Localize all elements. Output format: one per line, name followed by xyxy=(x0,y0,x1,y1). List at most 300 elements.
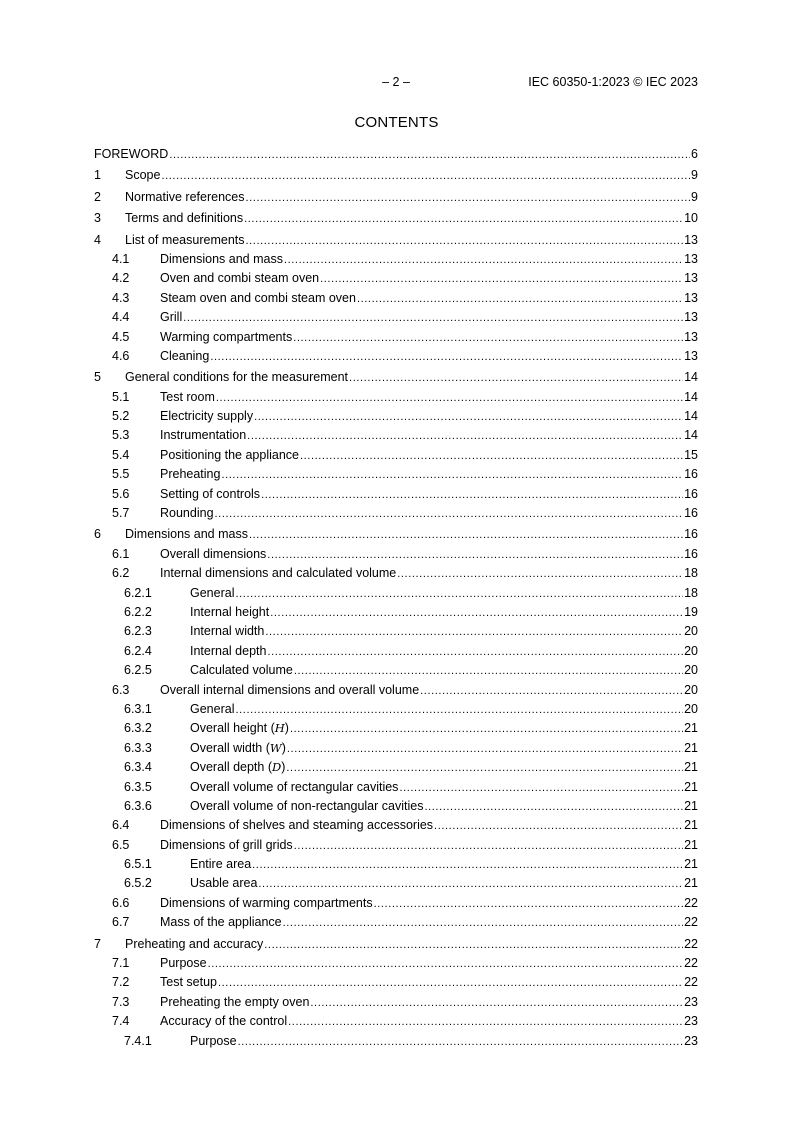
toc-entry[interactable] xyxy=(94,758,698,777)
toc-entry-title xyxy=(190,661,293,680)
toc-entry-title-text: Overall dimensions xyxy=(160,546,267,561)
toc-entry-title-text: Purpose xyxy=(190,1033,237,1048)
toc-entry-page: 9 xyxy=(691,168,698,183)
toc-entry-page: 14 xyxy=(684,370,698,385)
toc-entry-line xyxy=(190,855,698,875)
dot-leader xyxy=(290,720,683,739)
toc-entry-title xyxy=(190,1032,237,1051)
dot-leader xyxy=(235,701,683,720)
dot-leader xyxy=(246,189,691,208)
toc-entry-number: 3 xyxy=(94,211,101,226)
toc-entry-title xyxy=(160,954,207,973)
toc-entry-line xyxy=(125,209,698,229)
toc-entry-title-text: Internal height xyxy=(190,604,270,619)
toc-entry-line xyxy=(160,954,698,974)
toc-entry-title-text: Dimensions and mass xyxy=(125,527,248,542)
toc-entry-title-text: Overall volume of non-rectangular cavities xyxy=(190,798,424,813)
toc-entry-title-text: Dimensions of grill grids xyxy=(160,837,293,852)
toc-entry-page: 16 xyxy=(684,467,698,482)
toc-entry-title-text: Overall height ( xyxy=(190,721,275,736)
toc-entry[interactable] xyxy=(94,681,698,700)
toc-entry-page: 18 xyxy=(684,585,698,600)
dot-leader xyxy=(169,146,690,165)
toc-entry-number: 6.5.1 xyxy=(124,857,152,872)
toc-entry-title xyxy=(160,545,266,564)
toc-entry-page: 20 xyxy=(684,624,698,639)
toc-entry-title xyxy=(160,504,214,523)
toc-entry-number: 7.3 xyxy=(112,994,130,1009)
toc-entry-title-text: Overall internal dimensions and overall volume xyxy=(160,682,420,697)
toc-entry-title xyxy=(125,935,263,954)
toc-entry[interactable] xyxy=(94,622,698,641)
toc-entry[interactable] xyxy=(94,1032,698,1051)
toc-entry-math-symbol: W xyxy=(269,740,282,755)
toc-entry[interactable] xyxy=(94,894,698,913)
toc-entry-title-text: Electricity supply xyxy=(160,409,254,424)
toc-entry-title-text: Grill xyxy=(160,310,183,325)
toc-entry-title-text: Internal depth xyxy=(190,643,267,658)
toc-entry-number: 7.4 xyxy=(112,1014,130,1029)
toc-entry-line xyxy=(160,426,698,446)
toc-entry-title-text: Scope xyxy=(125,168,161,183)
toc-entry-number: 7.2 xyxy=(112,975,130,990)
toc-entry-number: 7.1 xyxy=(112,956,130,971)
page-number: – 2 – xyxy=(382,75,410,89)
toc-entry-number: 6.1 xyxy=(112,546,130,561)
toc-entry-number: 4.2 xyxy=(112,271,130,286)
toc-entry-title-text: Terms and definitions xyxy=(125,211,244,226)
toc-entry-number: 5.7 xyxy=(112,506,130,521)
dot-leader xyxy=(221,466,683,485)
toc-entry-line xyxy=(190,642,698,662)
toc-entry-number: 4.3 xyxy=(112,290,130,305)
document-reference: IEC 60350-1:2023 © IEC 2023 xyxy=(528,75,698,89)
toc-entry-line xyxy=(190,661,698,681)
toc-entry-page: 22 xyxy=(684,975,698,990)
dot-leader xyxy=(183,309,683,328)
toc-entry-page: 20 xyxy=(684,643,698,658)
toc-entry-number: 6.3.2 xyxy=(124,721,152,736)
toc-entry-page: 22 xyxy=(684,895,698,910)
toc-entry[interactable] xyxy=(94,525,698,544)
toc-entry-title xyxy=(160,407,253,426)
dot-leader xyxy=(249,526,683,545)
toc-entry-line xyxy=(160,269,698,289)
toc-entry-title xyxy=(190,778,398,797)
toc-entry[interactable] xyxy=(94,935,698,954)
dot-leader xyxy=(374,895,684,914)
toc-entry[interactable] xyxy=(94,954,698,973)
toc-entry-number: 7 xyxy=(94,936,101,951)
toc-entry-page: 13 xyxy=(684,310,698,325)
toc-entry-title-end: ) xyxy=(284,721,289,736)
toc-entry-title xyxy=(190,642,266,661)
dot-leader xyxy=(244,210,683,229)
toc-entry-title xyxy=(190,584,234,603)
toc-entry-page: 14 xyxy=(684,409,698,424)
toc-entry-page: 20 xyxy=(684,663,698,678)
toc-entry-line xyxy=(160,407,698,427)
toc-entry-number: 5.3 xyxy=(112,428,130,443)
toc-entry-title-text: Dimensions of warming compartments xyxy=(160,895,373,910)
toc-entry-line xyxy=(190,584,698,604)
toc-entry-title xyxy=(190,855,251,874)
dot-leader xyxy=(215,505,684,524)
toc-entry-title xyxy=(160,426,246,445)
toc-entry-title-text: Dimensions and mass xyxy=(160,251,283,266)
dot-leader xyxy=(238,1033,684,1052)
toc-entry-title-text: Rounding xyxy=(160,506,214,521)
toc-entry[interactable] xyxy=(94,209,698,228)
toc-entry-line xyxy=(160,1012,698,1032)
toc-entry-line xyxy=(160,564,698,584)
toc-entry-page: 21 xyxy=(684,721,698,736)
contents-title: CONTENTS xyxy=(354,114,439,131)
toc-entry[interactable] xyxy=(94,328,698,347)
toc-entry-title-text: General xyxy=(190,701,235,716)
toc-entry-line xyxy=(160,545,698,565)
toc-entry-page: 22 xyxy=(684,915,698,930)
toc-entry-title-text: FOREWORD xyxy=(94,147,169,161)
toc-entry-page: 21 xyxy=(684,760,698,775)
toc-entry[interactable] xyxy=(94,289,698,308)
toc-entry[interactable] xyxy=(94,603,698,622)
toc-entry-title-text: Cleaning xyxy=(160,348,210,363)
toc-entry-title xyxy=(160,681,419,700)
dot-leader xyxy=(320,270,683,289)
dot-leader xyxy=(264,936,683,955)
toc-entry-math-symbol: H xyxy=(274,721,285,736)
toc-entry-number: 1 xyxy=(94,168,101,183)
toc-entry[interactable] xyxy=(94,446,698,465)
dot-leader xyxy=(420,682,683,701)
toc-entry-number: 6.5.2 xyxy=(124,876,152,891)
dot-leader xyxy=(284,251,683,270)
toc-entry[interactable] xyxy=(94,388,698,407)
dot-leader xyxy=(218,974,683,993)
toc-entry-line xyxy=(160,894,698,914)
toc-entry-page: 10 xyxy=(684,211,698,226)
toc-entry-title-text: Positioning the appliance xyxy=(160,447,299,462)
dot-leader xyxy=(349,369,683,388)
toc-entry[interactable] xyxy=(94,642,698,661)
toc-entry-title-text: Mass of the appliance xyxy=(160,915,282,930)
toc-entry-title-text: List of measurements xyxy=(125,232,245,247)
toc-entry-page: 14 xyxy=(684,428,698,443)
dot-leader xyxy=(254,408,683,427)
dot-leader xyxy=(270,604,683,623)
toc-entry-page: 16 xyxy=(684,546,698,561)
toc-entry-page: 21 xyxy=(684,837,698,852)
toc-entry-number: 6 xyxy=(94,527,101,542)
toc-entry-number: 4.1 xyxy=(112,251,130,266)
toc-entry-page: 21 xyxy=(684,876,698,891)
toc-entry-title xyxy=(190,874,257,893)
toc-entry-title-text: General conditions for the measurement xyxy=(125,370,349,385)
toc-entry-title-text: Calculated volume xyxy=(190,663,293,678)
toc-entry-title xyxy=(190,739,286,758)
toc-entry-title xyxy=(94,145,168,164)
toc-entry-number: 4 xyxy=(94,232,101,247)
toc-entry-title-end: ) xyxy=(281,740,286,755)
toc-entry[interactable] xyxy=(94,993,698,1012)
toc-entry[interactable] xyxy=(94,874,698,893)
toc-entry-line xyxy=(160,308,698,328)
dot-leader xyxy=(288,1013,683,1032)
toc-entry[interactable] xyxy=(94,855,698,874)
toc-entry[interactable] xyxy=(94,564,698,583)
toc-entry-line xyxy=(125,525,698,545)
toc-entry-page: 13 xyxy=(684,329,698,344)
toc-entry-title-text: Overall volume of rectangular cavities xyxy=(190,779,399,794)
toc-entry-line xyxy=(190,1032,698,1052)
toc-entry-page: 16 xyxy=(684,506,698,521)
toc-entry-line xyxy=(160,993,698,1013)
dot-leader xyxy=(267,546,683,565)
toc-entry-title xyxy=(160,250,283,269)
toc-entry-number: 5.6 xyxy=(112,486,130,501)
dot-leader xyxy=(399,779,683,798)
toc-entry[interactable] xyxy=(94,231,698,250)
toc-entry-page: 14 xyxy=(684,389,698,404)
toc-entry-line xyxy=(190,603,698,623)
toc-entry[interactable] xyxy=(94,778,698,797)
toc-entry[interactable] xyxy=(94,739,698,758)
toc-entry-title-text: Dimensions of shelves and steaming accessories xyxy=(160,818,434,833)
toc-entry-line xyxy=(190,622,698,642)
toc-entry-title xyxy=(160,308,182,327)
toc-entry-line xyxy=(160,681,698,701)
dot-leader xyxy=(267,643,683,662)
toc-entry-line xyxy=(160,289,698,309)
dot-leader xyxy=(287,740,683,759)
toc-entry-number: 6.3.1 xyxy=(124,701,152,716)
toc-entry-page: 19 xyxy=(684,604,698,619)
dot-leader xyxy=(247,427,683,446)
toc-entry-number: 6.2.2 xyxy=(124,604,152,619)
toc-entry-title-text: Preheating xyxy=(160,467,221,482)
toc-entry-line xyxy=(125,231,698,251)
toc-entry-title-end: ) xyxy=(281,760,286,775)
toc-entry-page: 21 xyxy=(684,818,698,833)
toc-entry-title xyxy=(160,485,260,504)
toc-entry-title xyxy=(160,993,309,1012)
toc-entry[interactable] xyxy=(94,145,698,164)
toc-entry-page: 21 xyxy=(684,779,698,794)
toc-entry-page: 13 xyxy=(684,271,698,286)
dot-leader xyxy=(294,662,683,681)
toc-entry-title xyxy=(160,465,220,484)
toc-entry-line xyxy=(160,328,698,348)
dot-leader xyxy=(258,875,683,894)
toc-entry-number: 6.3.5 xyxy=(124,779,152,794)
toc-entry[interactable] xyxy=(94,700,698,719)
toc-entry-number: 2 xyxy=(94,189,101,204)
toc-entry-title xyxy=(160,328,292,347)
toc-entry-number: 6.6 xyxy=(112,895,130,910)
toc-entry-number: 6.3.4 xyxy=(124,760,152,775)
toc-entry-title-text: Accuracy of the control xyxy=(160,1014,288,1029)
toc-entry-number: 4.5 xyxy=(112,329,130,344)
toc-entry[interactable] xyxy=(94,269,698,288)
toc-entry-number: 5.2 xyxy=(112,409,130,424)
toc-entry-page: 23 xyxy=(684,1014,698,1029)
toc-entry-title-text: Normative references xyxy=(125,189,245,204)
toc-entry-number: 5.5 xyxy=(112,467,130,482)
toc-entry-title-text: Setting of controls xyxy=(160,486,261,501)
toc-entry-title xyxy=(125,525,248,544)
toc-entry-page: 23 xyxy=(684,1033,698,1048)
toc-entry-title xyxy=(190,622,264,641)
toc-entry-title-text: Test setup xyxy=(160,975,217,990)
dot-leader xyxy=(210,348,683,367)
toc-entry[interactable] xyxy=(94,1012,698,1031)
dot-leader xyxy=(293,329,683,348)
toc-entry-number: 6.2.1 xyxy=(124,585,152,600)
toc-entry-line xyxy=(160,347,698,367)
toc-entry-line xyxy=(125,935,698,955)
toc-entry-title xyxy=(125,188,245,207)
toc-entry-number: 6.2.5 xyxy=(124,663,152,678)
toc-entry[interactable] xyxy=(94,504,698,523)
toc-entry[interactable] xyxy=(94,465,698,484)
dot-leader xyxy=(252,856,683,875)
toc-entry-math-symbol: D xyxy=(271,760,282,775)
dot-leader xyxy=(161,167,690,186)
toc-entry-title-text: Overall depth ( xyxy=(190,760,272,775)
toc-entry[interactable] xyxy=(94,913,698,932)
toc-entry-title-text: Overall width ( xyxy=(190,740,270,755)
toc-entry-title xyxy=(160,564,396,583)
dot-leader xyxy=(283,914,683,933)
toc-entry-page: 23 xyxy=(684,994,698,1009)
toc-entry-title-text: Purpose xyxy=(160,956,207,971)
toc-entry[interactable] xyxy=(94,308,698,327)
toc-entry-page: 16 xyxy=(684,486,698,501)
toc-entry[interactable] xyxy=(94,347,698,366)
toc-entry-line xyxy=(160,913,698,933)
toc-entry-page: 13 xyxy=(684,348,698,363)
toc-entry-number: 6.3 xyxy=(112,682,130,697)
toc-entry-number: 6.2.4 xyxy=(124,643,152,658)
toc-entry-page: 13 xyxy=(684,232,698,247)
toc-entry-title xyxy=(190,758,285,777)
toc-entry-line xyxy=(160,816,698,836)
toc-entry[interactable] xyxy=(94,250,698,269)
toc-entry[interactable] xyxy=(94,368,698,387)
toc-entry-page: 21 xyxy=(684,740,698,755)
toc-entry-title-text: Internal dimensions and calculated volume xyxy=(160,566,397,581)
toc-entry[interactable] xyxy=(94,584,698,603)
toc-entry-title-text: Preheating and accuracy xyxy=(125,936,264,951)
toc-entry[interactable] xyxy=(94,407,698,426)
toc-entry-number: 6.7 xyxy=(112,915,130,930)
toc-entry-number: 6.4 xyxy=(112,818,130,833)
toc-entry-title xyxy=(160,388,215,407)
dot-leader xyxy=(434,817,683,836)
toc-entry-line xyxy=(160,504,698,524)
toc-entry[interactable] xyxy=(94,816,698,835)
toc-entry-number: 5.4 xyxy=(112,447,130,462)
toc-entry-page: 22 xyxy=(684,956,698,971)
toc-entry-title xyxy=(125,231,245,250)
toc-entry-title xyxy=(160,269,319,288)
toc-entry-title-text: Usable area xyxy=(190,876,258,891)
toc-entry[interactable] xyxy=(94,188,698,207)
toc-entry[interactable] xyxy=(94,426,698,445)
toc-entry-page: 21 xyxy=(684,798,698,813)
toc-entry-title-text: Preheating the empty oven xyxy=(160,994,310,1009)
table-of-contents xyxy=(94,145,698,1051)
toc-entry-number: 6.5 xyxy=(112,837,130,852)
toc-entry-number: 6.2.3 xyxy=(124,624,152,639)
toc-entry-title xyxy=(160,347,209,366)
toc-entry-title-text: Entire area xyxy=(190,857,252,872)
toc-entry-line xyxy=(190,797,698,817)
toc-entry-title xyxy=(160,1012,287,1031)
toc-entry[interactable] xyxy=(94,719,698,738)
toc-entry-title xyxy=(160,836,293,855)
toc-entry-line xyxy=(125,188,698,208)
toc-entry-page: 22 xyxy=(684,936,698,951)
dot-leader xyxy=(397,565,683,584)
toc-entry-title xyxy=(190,603,269,622)
toc-entry-page: 16 xyxy=(684,527,698,542)
toc-entry-title xyxy=(190,719,289,738)
toc-entry[interactable] xyxy=(94,797,698,816)
dot-leader xyxy=(246,232,684,251)
toc-entry-page: 13 xyxy=(684,290,698,305)
toc-entry-title-text: Steam oven and combi steam oven xyxy=(160,290,356,305)
toc-entry-line xyxy=(160,836,698,856)
toc-entry-title xyxy=(160,446,299,465)
toc-entry-page: 20 xyxy=(684,701,698,716)
toc-entry-title xyxy=(125,368,348,387)
toc-entry-page: 18 xyxy=(684,566,698,581)
toc-entry[interactable] xyxy=(94,485,698,504)
toc-entry[interactable] xyxy=(94,166,698,185)
toc-entry-number: 4.4 xyxy=(112,310,130,325)
dot-leader xyxy=(216,389,683,408)
dot-leader xyxy=(300,447,683,466)
toc-entry-line xyxy=(190,874,698,894)
toc-entry-title-text: Internal width xyxy=(190,624,265,639)
toc-entry-line xyxy=(125,368,698,388)
toc-entry[interactable] xyxy=(94,545,698,564)
dot-leader xyxy=(286,759,683,778)
toc-entry-line xyxy=(190,719,698,739)
toc-entry[interactable] xyxy=(94,973,698,992)
toc-entry[interactable] xyxy=(94,836,698,855)
toc-entry-number: 6.3.6 xyxy=(124,798,152,813)
dot-leader xyxy=(235,585,683,604)
toc-entry-title xyxy=(160,289,356,308)
toc-entry-line xyxy=(160,388,698,408)
toc-entry-title xyxy=(190,797,423,816)
toc-entry-line xyxy=(190,758,698,778)
toc-entry-title xyxy=(160,973,217,992)
toc-entry-title xyxy=(160,816,433,835)
toc-entry[interactable] xyxy=(94,661,698,680)
toc-entry-title xyxy=(160,894,373,913)
toc-entry-line xyxy=(160,465,698,485)
toc-entry-page: 20 xyxy=(684,682,698,697)
toc-entry-title-text: General xyxy=(190,585,235,600)
toc-entry-number: 6.2 xyxy=(112,566,130,581)
dot-leader xyxy=(424,798,683,817)
dot-leader xyxy=(294,837,683,856)
dot-leader xyxy=(261,486,683,505)
